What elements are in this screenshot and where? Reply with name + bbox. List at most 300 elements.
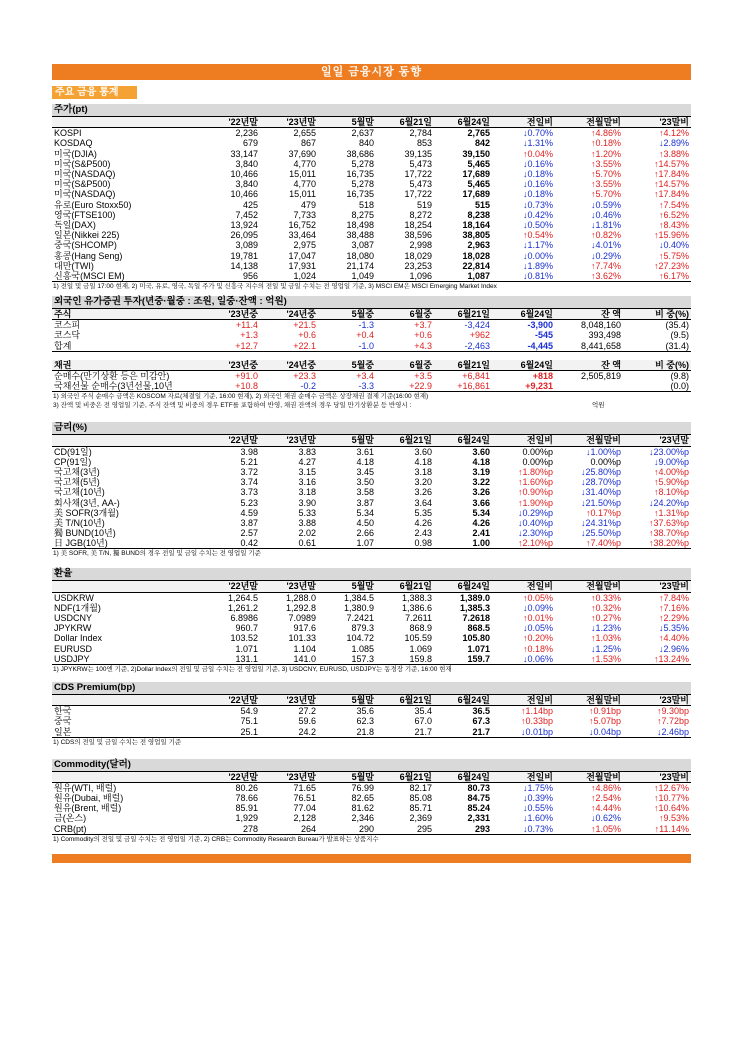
table-cell: ↓1.89% [522,260,553,271]
table-cell: 2,236 [235,128,258,139]
row-label: 美 T/N(10년) [54,517,105,528]
row-label: 중국 [54,716,72,727]
column-header [52,772,202,783]
table-cell: ↑7.40%p [555,538,623,549]
table-cell: ↓28.70%p [580,477,621,488]
table-cell: 3.15 [298,466,316,477]
table-cell: 76.51 [293,793,316,804]
table-cell: 7.0989 [288,613,316,624]
table-row [52,220,691,230]
column-header: '23말비 [623,772,691,783]
table-cell: 85.91 [235,803,258,814]
column-header: 전월말비 [555,581,623,592]
table-cell: 2.66 [356,528,374,539]
table-cell: 21.8 [318,726,376,737]
table-cell: 3.72 [240,466,258,477]
table-cell: 4.26 [472,517,490,528]
column-header: '22년말 [202,435,260,446]
table-cell: 22,814 [462,260,490,271]
table-cell: ↑10.64% [653,803,689,814]
row-label: 미국(NASDAQ) [54,169,116,180]
table-cell: -3.3 [318,381,376,392]
table-cell: ↑0.82% [590,230,621,241]
table-cell: (9.8) [670,371,689,382]
table-cell: 425 [242,199,258,210]
table-cell: 8,275 [351,209,374,220]
row-label: 중국(SHCOMP) [54,240,117,251]
table-cell: 3.88 [298,517,316,528]
table-cell: +23.3 [293,371,316,382]
table-cell: 3.26 [472,487,490,498]
table-row [52,633,691,643]
table-cell: ↑0.05% [522,592,553,603]
table-cell: 868.5 [467,623,490,634]
table-cell: 19,781 [230,250,258,261]
table-cell: 2,128 [293,813,316,824]
table-cell: ↑0.01% [522,613,553,624]
table-cell: 80.73 [467,782,490,793]
table-cell: 5,278 [351,179,374,190]
table-row [52,654,691,665]
table-row [52,782,691,793]
row-label: 국고채(3년) [54,466,100,477]
row-label: 일본 [52,726,202,737]
table-cell: ↑15.96% [653,230,689,241]
table-cell: 2,998 [409,240,432,251]
row-label: 영국(FTSE100) [54,209,116,220]
table-cell: 3.90 [298,497,316,508]
table-cell: +0.6 [298,330,316,341]
footer-bar [52,854,691,863]
table-cell: 3.60 [414,446,432,457]
row-label: 미국(DJIA) [54,148,97,159]
table-cell: -3,900 [527,320,553,331]
table-cell: ↓5.35% [658,623,689,634]
table-row [52,477,691,487]
column-header: '24년중 [260,360,318,371]
table-cell: 1,288.0 [285,592,316,603]
column-header: 6월24일 [434,117,492,128]
table-cell: 8,048,160 [580,320,621,331]
table-row [52,128,691,139]
table-cell: +91.0 [235,371,258,382]
table-cell: 159.7 [434,654,492,665]
table-cell: 21.7 [376,726,434,737]
table-cell: 141.0 [260,654,318,665]
table-cell: 5.33 [298,507,316,518]
table-cell: 5,278 [351,158,374,169]
table-cell: ↑1.20% [590,148,621,159]
table-cell: 5,465 [467,158,490,169]
table-row [52,138,691,148]
table-cell: ↑7.74% [590,260,621,271]
column-header: '23년말 [623,435,691,446]
table-cell: 5.34 [472,507,490,518]
column-header: 6월24일 [492,360,555,371]
column-header: '22년말 [202,581,260,592]
table-cell: ↓1.23% [590,623,621,634]
table-cell: (35.4) [665,320,689,331]
column-header [52,117,202,128]
table-cell: ↑0.33bp [520,716,553,727]
table-cell: 1,386.6 [401,602,432,613]
table-cell: ↑37.63%p [648,517,689,528]
table-cell: 35.4 [414,706,432,717]
table-cell: 85.24 [467,803,490,814]
column-header: 5월말 [318,117,376,128]
table-cell: 104.72 [346,633,374,644]
row-label: 독일(DAX) [54,219,96,230]
table-cell: ↓25.50%p [580,528,621,539]
table-cell: 62.3 [356,716,374,727]
table-cell: 4.50 [356,517,374,528]
table-cell: ↓0.16% [522,158,553,169]
table-cell: 3.16 [298,477,316,488]
table-cell: 105.80 [462,633,490,644]
table-cell: 3.66 [472,497,490,508]
table-row [52,793,691,803]
table-cell: ↑7.72bp [656,716,689,727]
table-cell: 21.7 [434,726,492,737]
table-cell: 278 [202,824,260,835]
table-cell: ↓0.59% [590,199,621,210]
table-cell: 39,135 [404,148,432,159]
cds-table [52,695,691,738]
table-cell: ↑12.67% [653,782,689,793]
column-header: 6월24일 [492,309,555,320]
table-cell: 679 [242,138,258,149]
table-cell: 5,473 [409,158,432,169]
table-cell: ↓0.62% [590,813,621,824]
table-cell: ↑1.14bp [520,706,553,717]
table-cell: ↑0.27% [590,613,621,624]
rates-note: 1) 美 SOFR, 美 T/N, 獨 BUND의 경우 전일 및 금일 수치는 전 영업일 기준 [53,550,261,558]
table-cell: 39,150 [462,148,490,159]
table-cell: ↑4.40% [658,633,689,644]
table-cell: ↑3.88% [658,148,689,159]
table-cell: 515 [474,199,490,210]
row-label: 미국(S&P500) [54,179,111,190]
table-cell: 26,095 [230,230,258,241]
table-cell: 15,011 [289,189,316,200]
cds-section [52,682,691,747]
table-cell: ↓0.55% [522,803,553,814]
column-header: '23년중 [202,309,260,320]
table-cell: 960.7 [235,623,258,634]
row-label: KOSDAQ [54,138,93,149]
column-header: 비 중(%) [623,360,691,371]
column-header: 전월말비 [555,772,623,783]
table-cell: ↑10.77% [653,793,689,804]
column-header: 전일비 [492,695,555,706]
table-cell: ↓1.81% [590,219,621,230]
table-cell: 3.20 [414,477,432,488]
table-cell: 18,028 [462,250,490,261]
table-cell: 33,464 [288,230,316,241]
row-label: USDCNY [54,613,93,624]
table-cell: 1,389.0 [459,592,490,603]
table-cell: +11.4 [235,320,258,331]
table-cell: 2.43 [414,528,432,539]
row-label: 일본(Nikkei 225) [54,230,120,241]
commodity-table [52,772,691,835]
table-cell: 3.98 [240,446,258,457]
table-cell: 7.2421 [346,613,374,624]
table-cell: 18,029 [404,250,432,261]
table-cell: 18,164 [462,219,490,230]
table-row [52,824,691,835]
table-cell: ↑1.60%p [517,477,553,488]
table-cell: 4.59 [240,507,258,518]
table-cell: ↓0.39% [522,793,553,804]
column-header: '23년말 [260,581,318,592]
table-cell: ↓0.73% [522,199,553,210]
table-row [52,592,691,603]
column-header: 6월중 [376,309,434,320]
table-cell: 7,733 [293,209,316,220]
column-header: 전일비 [492,117,555,128]
row-label: 대만(TWI) [54,260,94,271]
column-header: 전월말비 [555,117,623,128]
table-row [52,381,691,392]
table-cell: 3.22 [472,477,490,488]
table-cell: +3.5 [414,371,432,382]
table-cell: 103.52 [230,633,258,644]
table-cell: 78.66 [235,793,258,804]
table-cell: 4.18 [472,456,490,467]
table-cell: 3,089 [235,240,258,251]
table-cell: ↓2.30%p [517,528,553,539]
row-label: 獨 BUND(10년) [54,528,116,539]
table-cell: 27.2 [298,706,316,717]
table-row [52,487,691,497]
table-cell: ↑5.75% [658,250,689,261]
table-cell: 3.74 [240,477,258,488]
table-cell: 2,784 [409,128,432,139]
table-row [52,613,691,623]
table-cell: 8,272 [409,209,432,220]
stocks-section [52,104,691,291]
table-cell: 38,488 [346,230,374,241]
table-row [52,330,691,340]
table-cell: 1,388.3 [401,592,432,603]
table-row [52,271,691,282]
column-header: 6월21일 [376,695,434,706]
column-header: 5월중 [318,309,376,320]
table-cell: 853 [416,138,432,149]
cds-note: 1) CDS의 전일 및 금일 수치는 전 영업일 기준 [53,738,182,746]
table-cell: 264 [260,824,318,835]
table-cell: +0.4 [356,330,374,341]
table-cell: 3.73 [240,487,258,498]
table-cell: +21.5 [293,320,316,331]
table-cell: 5.34 [356,507,374,518]
table-row [52,508,691,518]
table-cell: ↓0.46% [590,209,621,220]
table-cell: ↑9.53% [658,813,689,824]
table-cell: 2,655 [293,128,316,139]
row-label: 유로(Euro Stoxx50) [54,199,132,210]
table-cell: -1.3 [358,320,374,331]
table-cell: 18,254 [404,219,432,230]
row-label: KOSPI [54,128,82,139]
table-cell: 3.50 [356,477,374,488]
table-cell: +0.6 [414,330,432,341]
table-cell: 4,770 [293,158,316,169]
table-cell: 2,331 [467,813,490,824]
table-cell: ↓0.04bp [555,726,623,737]
table-cell: 24.2 [260,726,318,737]
table-cell: 840 [358,138,374,149]
table-cell: ↑0.33% [590,592,621,603]
table-cell: 5.21 [240,456,258,467]
column-header: 전월말비 [555,695,623,706]
column-header: 6월21일 [434,309,492,320]
table-cell: 1.085 [351,643,374,654]
column-header: 잔 액 [555,309,623,320]
stocks-header: 주가(pt) [52,104,691,117]
column-header: '24년중 [260,309,318,320]
table-cell: 1,380.9 [343,602,374,613]
stocks-table [52,117,691,282]
table-cell: 17,689 [462,169,490,180]
table-cell: 16,735 [346,169,374,180]
table-row [52,169,691,179]
column-header: '23년말 [260,772,318,783]
table-row [52,644,691,654]
column-header: 6월21일 [434,360,492,371]
column-header: 비 중(%) [623,309,691,320]
column-header: '23년말 [260,435,318,446]
table-cell: ↑4.00%p [653,466,689,477]
column-header: 5월말 [318,695,376,706]
table-cell: 2,346 [351,813,374,824]
table-cell: ↓9.00%p [653,456,689,467]
table-cell: +4.3 [376,341,434,352]
column-header: 6월21일 [376,581,434,592]
table-cell: 10,466 [230,169,258,180]
table-row [52,518,691,528]
table-cell: 59.6 [298,716,316,727]
table-cell: 18,498 [346,219,374,230]
table-cell: ↓0.40%p [517,517,553,528]
column-header: 6월24일 [434,695,492,706]
row-label: 日 JGB(10년) [52,538,202,549]
column-header [52,581,202,592]
table-cell: 81.62 [351,803,374,814]
table-cell: 38,805 [462,230,490,241]
table-cell: ↑2.10%p [492,538,555,549]
table-cell: 33,147 [230,148,258,159]
table-cell: 8,238 [467,209,490,220]
foreign-header: 외국인 유가증권 투자(년중·월중 : 조원, 일중·잔액 : 억원) [52,296,691,309]
table-row [52,370,691,381]
table-cell: 3.87 [240,517,258,528]
table-cell: 4,770 [293,179,316,190]
table-cell: 5.35 [414,507,432,518]
column-header: '23말비 [623,581,691,592]
table-cell: +16,861 [434,381,492,392]
table-cell: 1.071 [235,643,258,654]
column-header [52,695,202,706]
table-cell: +962 [469,330,490,341]
table-cell: 0.00%p [522,456,553,467]
table-row [52,457,691,467]
table-cell: 21,174 [346,260,374,271]
table-cell: ↑3.62% [555,271,623,282]
table-cell: 17,047 [288,250,316,261]
table-cell: ↑0.04% [522,148,553,159]
table-cell: ↑14.57% [653,179,689,190]
table-cell: 38,686 [346,148,374,159]
table-cell: 2,963 [467,240,490,251]
column-header: 6월21일 [376,117,434,128]
table-cell: ↓0.00% [522,250,553,261]
table-cell: 2,369 [409,813,432,824]
foreign-note-2: 3) 잔액 및 비중은 전 영업일 기준, 주식 잔액 및 비중의 경우 ETF를 포함하여 반영, 채권 잔액의 경우 당일 만기상환분 등 반영시 : [53,402,412,410]
table-row [52,716,691,726]
table-cell: 8,441,658 [555,341,623,352]
table-cell: ↑4.44% [590,803,621,814]
table-cell: ↑0.18% [590,138,621,149]
table-cell: ↑1.05% [555,824,623,835]
table-cell: ↑8.43% [658,219,689,230]
table-cell: ↑9.30bp [656,706,689,717]
cds-header: CDS Premium(bp) [52,682,691,695]
table-cell: ↓1.31% [522,138,553,149]
table-cell: 2.41 [472,528,490,539]
table-cell: ↑1.53% [555,654,623,665]
table-cell: 1.00 [434,538,492,549]
column-header: '23년말 [260,695,318,706]
column-header: 5월말 [318,435,376,446]
row-label: CP(91일) [54,456,92,467]
table-row [52,528,691,538]
table-cell: 290 [318,824,376,835]
table-cell: 14,138 [230,260,258,271]
table-cell: 1,049 [318,271,376,282]
row-label: 미국(S&P500) [54,158,111,169]
row-label: 한국 [54,706,72,717]
row-label: NDF(1개월) [54,602,101,613]
table-cell: 3,840 [235,158,258,169]
report-subtitle: 주요 금융 통계 [52,86,137,99]
table-cell: 879.3 [351,623,374,634]
table-cell: ↑38.70%p [648,528,689,539]
row-label: 금(온스) [54,813,87,824]
foreign-note-2-row [52,401,691,410]
table-row [52,210,691,220]
column-header: '22년말 [202,117,260,128]
table-cell: ↓2.96% [658,643,689,654]
table-cell: ↓24.31%p [580,517,621,528]
table-cell: ↑5.70% [590,189,621,200]
table-cell: 82.17 [409,782,432,793]
row-label: 미국(NASDAQ) [54,189,116,200]
table-cell: 2.02 [298,528,316,539]
table-row [52,240,691,250]
table-cell: ↑1.90%p [517,497,553,508]
fx-section [52,568,691,674]
table-cell: 35.6 [356,706,374,717]
column-header: 6월24일 [434,772,492,783]
row-label: 코스피 [54,320,81,331]
table-cell: ↓1.60% [522,813,553,824]
table-cell: 85.08 [409,793,432,804]
table-row [52,250,691,260]
table-cell: 38,596 [404,230,432,241]
table-cell: 75.1 [240,716,258,727]
